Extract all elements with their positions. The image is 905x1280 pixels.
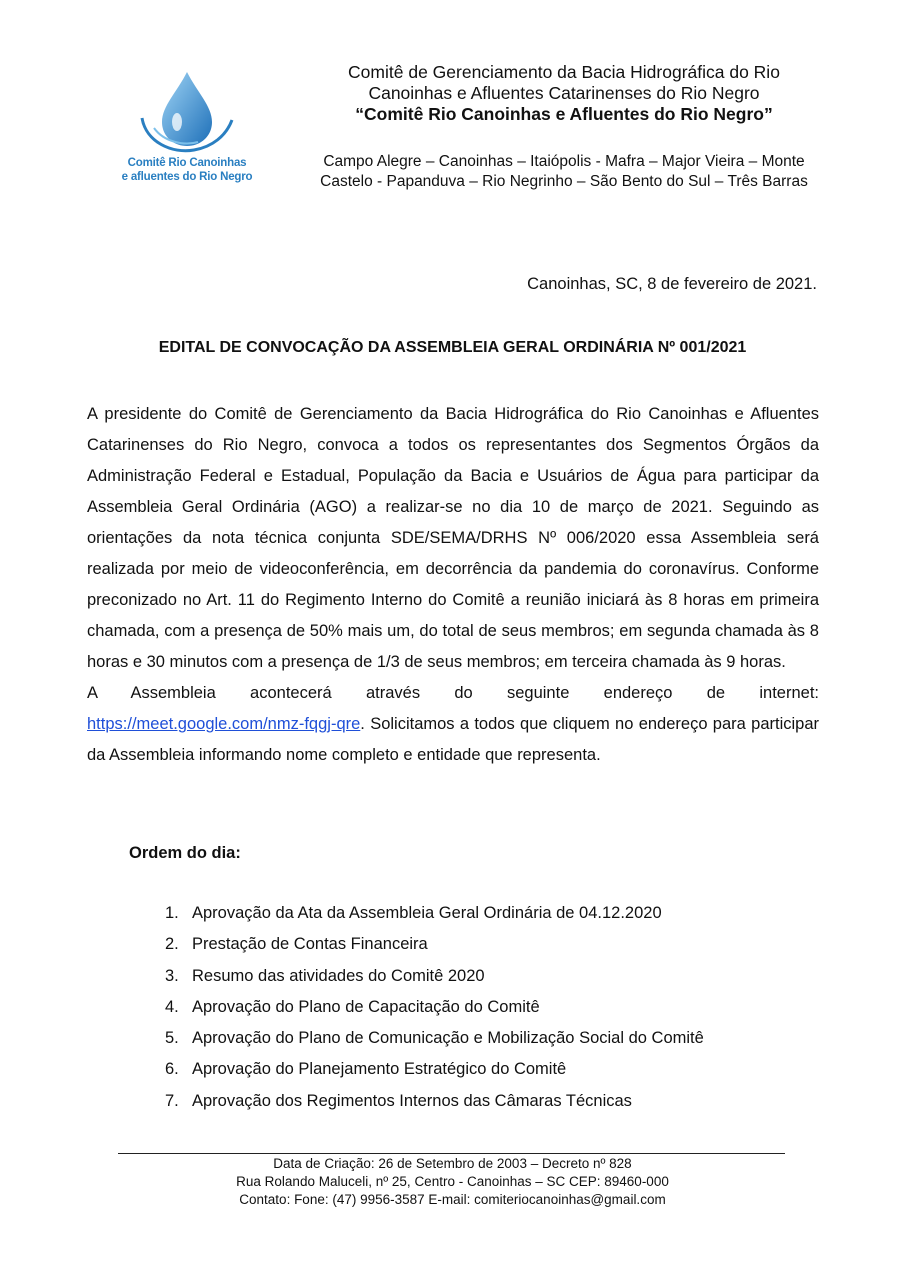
footer-contact: Contato: Fone: (47) 9956-3587 E-mail: comiteriocanoinhas@gmail.com: [239, 1192, 666, 1207]
logo-text-line1: Comitê Rio Canoinhas: [127, 157, 247, 169]
document-date: Canoinhas, SC, 8 de fevereiro de 2021.: [527, 275, 817, 293]
member-cities-block: [300, 152, 828, 192]
agenda-item: [165, 961, 704, 992]
agenda-item-number: 6.: [165, 1060, 179, 1079]
meeting-instructions: . Solicitamos a todos que cliquem no endereço para participar da Assembleia informando nome completo e entidade que representa.: [87, 715, 819, 764]
logo-text: [112, 156, 262, 184]
agenda-item: [165, 898, 704, 929]
logo-text-line2: e afluentes do Rio Negro: [121, 171, 253, 183]
agenda-item: [165, 1086, 704, 1117]
document-footer: [0, 1155, 905, 1209]
agenda-item-number: 4.: [165, 997, 179, 1016]
agenda-item-number: 3.: [165, 966, 179, 985]
footer-creation-info: Data de Criação: 26 de Setembro de 2003 – Decreto nº 828: [273, 1156, 632, 1171]
footer-address: Rua Rolando Maluceli, nº 25, Centro - Canoinhas – SC CEP: 89460-000: [236, 1174, 669, 1189]
agenda-item: [165, 1054, 704, 1085]
agenda-item-number: 1.: [165, 904, 179, 922]
agenda-list: [165, 898, 704, 1117]
committee-short-name: “Comitê Rio Canoinhas e Afluentes do Rio Negro”: [355, 104, 773, 124]
agenda-heading: Ordem do dia:: [129, 844, 241, 862]
committee-name-block: [300, 62, 828, 125]
agenda-item: [165, 1023, 704, 1054]
agenda-item-text: Aprovação da Ata da Assembleia Geral Ordinária de 04.12.2020: [192, 904, 662, 922]
agenda-item: [165, 929, 704, 960]
meeting-address-paragraph: [87, 709, 819, 771]
agenda-item-text: Aprovação do Plano de Capacitação do Comitê: [192, 997, 540, 1016]
agenda-item-number: 2.: [165, 935, 179, 954]
agenda-item-text: Aprovação do Plano de Comunicação e Mobilização Social do Comitê: [192, 1029, 704, 1048]
agenda-item-text: Prestação de Contas Financeira: [192, 935, 428, 954]
agenda-item-number: 5.: [165, 1029, 179, 1048]
member-cities-line1: Campo Alegre – Canoinhas – Itaiópolis - Mafra – Major Vieira – Monte: [323, 153, 805, 170]
committee-name-line1: Comitê de Gerenciamento da Bacia Hidrográfica do Rio: [348, 62, 780, 82]
footer-divider: [118, 1153, 785, 1154]
agenda-item: [165, 992, 704, 1023]
convocation-paragraph: A presidente do Comitê de Gerenciamento da Bacia Hidrográfica do Rio Canoinhas e Afluentes Catarinenses do Rio Negro, convoca a todos os representantes dos Segmentos Órgãos da Administração Federal e Estadual, População da Bacia e Usuários de Água para participar da Assembleia Geral Ordinária (AGO) a realizar-se no dia 10 de março de 2021. Seguindo as orientações da nota técnica conjunta SDE/SEMA/DRHS Nº 006/2020 essa Assembleia será realizada por meio de videoconferência, em decorrência da pandemia do coronavírus. Conforme preconizado no Art. 11 do Regimento Interno do Comitê a reunião iniciará às 8 horas em primeira chamada, com a presença de 50% mais um, do total de seus membros; em segunda chamada às 8 horas e 30 minutos com a presença de 1/3 de seus membros; em terceira chamada às 9 horas.: [87, 405, 819, 671]
document-body: [87, 399, 819, 771]
committee-logo: [112, 68, 262, 188]
agenda-item-text: Resumo das atividades do Comitê 2020: [192, 966, 485, 985]
water-drop-icon: [132, 68, 242, 154]
meeting-link[interactable]: https://meet.google.com/nmz-fqgj-qre: [87, 715, 361, 733]
agenda-item-number: 7.: [165, 1091, 179, 1110]
document-title: EDITAL DE CONVOCAÇÃO DA ASSEMBLEIA GERAL ORDINÁRIA Nº 001/2021: [158, 339, 747, 356]
agenda-item-text: Aprovação do Planejamento Estratégico do Comitê: [192, 1060, 567, 1079]
meeting-address-intro: A Assembleia acontecerá através do seguinte endereço de internet:: [87, 684, 819, 702]
member-cities-line2: Castelo - Papanduva – Rio Negrinho – São Bento do Sul – Três Barras: [320, 173, 808, 190]
agenda-item-text: Aprovação dos Regimentos Internos das Câmaras Técnicas: [192, 1091, 632, 1110]
committee-name-line2: Canoinhas e Afluentes Catarinenses do Rio Negro: [368, 83, 760, 103]
